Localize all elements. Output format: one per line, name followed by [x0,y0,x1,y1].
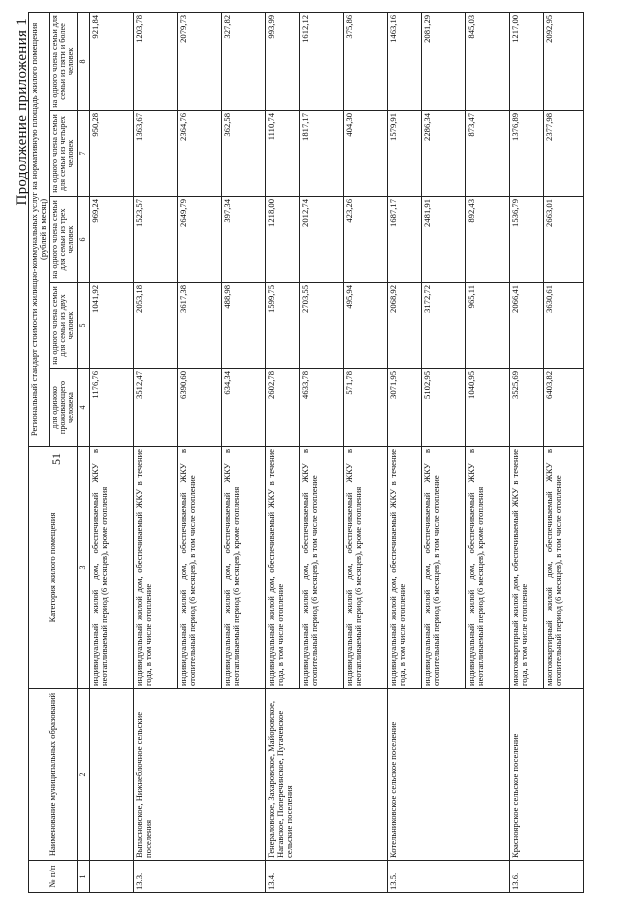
value-cell: 969,24 [89,197,133,283]
header-family-3: на одного члена семьи для семьи из трех человек [50,197,78,283]
value-cell: 3525,69 [509,369,543,447]
value-cell: 1687,17 [387,197,421,283]
value-cell: 1218,00 [265,197,299,283]
column-number: 3 [77,447,89,689]
value-cell: 1041,92 [89,283,133,369]
row-number [89,861,133,893]
value-cell: 1040,95 [465,369,509,447]
category-cell: многоквартирный жилой дом, обеспечиваемый ЖКУ в течение года, в том числе отопление [509,447,543,689]
value-cell: 2364,76 [177,111,221,197]
value-cell: 2602,78 [265,369,299,447]
table-row [265,12,299,892]
municipality-cell [89,689,133,861]
value-cell: 495,94 [343,283,387,369]
row-number: 13.6. [509,861,583,893]
value-cell: 1599,75 [265,283,299,369]
value-cell: 1363,67 [133,111,177,197]
value-cell: 2481,91 [421,197,465,283]
value-cell: 1536,79 [509,197,543,283]
column-number: 2 [77,689,89,861]
value-cell: 3512,47 [133,369,177,447]
header-municipality: Наименование муниципальных образований [29,689,78,861]
value-cell: 1523,57 [133,197,177,283]
value-cell: 6390,60 [177,369,221,447]
column-number: 4 [77,369,89,447]
value-cell: 2377,98 [543,111,583,197]
page-number: 51 [49,453,63,465]
value-cell: 1217,00 [509,12,543,110]
category-cell: индивидуальный жилой дом, обеспечиваемый ЖКУ в течение года, в том числе отопление [133,447,177,689]
category-cell: индивидуальный жилой дом, обеспечиваемый ЖКУ в течение года, в том числе отопление [265,447,299,689]
header-family-2: на одного члена семьи для семьи из двух человек [50,283,78,369]
value-cell: 375,86 [343,12,387,110]
value-cell: 404,30 [343,111,387,197]
value-cell: 845,03 [465,12,509,110]
value-cell: 950,28 [89,111,133,197]
column-number: 8 [77,12,89,110]
value-cell: 3630,61 [543,283,583,369]
value-cell: 1203,78 [133,12,177,110]
category-cell: многоквартирный жилой дом, обеспечиваемый ЖКУ в отопительный период (6 месяцев), в том числе отопление [543,447,583,689]
value-cell: 873,47 [465,111,509,197]
category-cell: индивидуальный жилой дом, обеспечиваемый ЖКУ в течение года, в том числе отопление [387,447,421,689]
value-cell: 634,34 [221,369,265,447]
value-cell: 2286,34 [421,111,465,197]
row-number: 13.4. [265,861,387,893]
value-cell: 362,58 [221,111,265,197]
value-cell: 2068,92 [387,283,421,369]
continuation-label: Продолжение приложения 1 [14,18,30,206]
category-cell: индивидуальный жилой дом, обеспечиваемый ЖКУ в отопительный период (6 месяцев), в том числе отопление [299,447,343,689]
regional-standard-table [28,12,584,893]
value-cell: 2649,79 [177,197,221,283]
table-row [509,12,543,892]
value-cell: 892,43 [465,197,509,283]
category-cell: индивидуальный жилой дом, обеспечиваемый ЖКУ в отопительный период (6 месяцев), в том числе отопление [177,447,221,689]
value-cell: 3071,95 [387,369,421,447]
row-number: 13.3. [133,861,265,893]
value-cell: 1176,76 [89,369,133,447]
column-number: 7 [77,111,89,197]
value-cell: 2012,74 [299,197,343,283]
value-cell: 1612,12 [299,12,343,110]
category-cell: индивидуальный жилой дом, обеспечиваемый ЖКУ в отопительный период (6 месяцев), в том числе отопление [421,447,465,689]
value-cell: 488,98 [221,283,265,369]
value-cell: 993,99 [265,12,299,110]
value-cell: 1579,91 [387,111,421,197]
value-cell: 2053,18 [133,283,177,369]
header-single: для одиноко проживающего человека [50,369,78,447]
value-cell: 6403,82 [543,369,583,447]
municipality-cell: Генераловское, Захаровское, Майоровское, Нагавское, Поперечинское, Пугачевское сельские поселения [265,689,387,861]
category-cell: индивидуальный жилой дом, обеспечиваемый ЖКУ в неотапливаемый период (6 месяцев), кроме отопления [221,447,265,689]
value-cell: 3172,72 [421,283,465,369]
value-cell: 2079,73 [177,12,221,110]
value-cell: 2703,55 [299,283,343,369]
municipality-cell: Котельниковское сельское поселение [387,689,509,861]
value-cell: 921,84 [89,12,133,110]
table-row [89,12,133,892]
value-cell: 1110,74 [265,111,299,197]
header-family-5: на одного члена семьи для семьи из пяти и более человек [50,12,78,110]
value-cell: 327,82 [221,12,265,110]
header-no: № п/п [29,861,78,893]
table-row [133,12,177,892]
category-cell: индивидуальный жилой дом, обеспечиваемый ЖКУ в неотапливаемый период (6 месяцев), кроме отопления [89,447,133,689]
header-regional-standard: Региональный стандарт стоимости жилищно-коммунальных услуг на нормативную площадь жилого помещения (рублей в месяц) [29,12,50,446]
table-row [387,12,421,892]
value-cell: 2066,41 [509,283,543,369]
value-cell: 423,26 [343,197,387,283]
value-cell: 1817,17 [299,111,343,197]
value-cell: 1376,89 [509,111,543,197]
value-cell: 2663,01 [543,197,583,283]
municipality-cell: Выпасновское, Нижнеблочное сельские поселения [133,689,265,861]
value-cell: 2081,29 [421,12,465,110]
value-cell: 571,78 [343,369,387,447]
value-cell: 4633,78 [299,369,343,447]
category-cell: индивидуальный жилой дом, обеспечиваемый ЖКУ в неотапливаемый период (6 месяцев), кроме отопления [465,447,509,689]
value-cell: 965,11 [465,283,509,369]
municipality-cell: Красноярское сельское поселение [509,689,583,861]
column-number: 6 [77,197,89,283]
column-number: 1 [77,861,89,893]
row-number: 13.5. [387,861,509,893]
column-number: 5 [77,283,89,369]
category-cell: индивидуальный жилой дом, обеспечиваемый ЖКУ в неотапливаемый период (6 месяцев), кроме отопления [343,447,387,689]
header-category: Категория жилого помещения [29,447,78,689]
header-family-4: на одного члена семьи для семьи из четырех человек [50,111,78,197]
value-cell: 397,34 [221,197,265,283]
value-cell: 1463,16 [387,12,421,110]
value-cell: 2092,95 [543,12,583,110]
value-cell: 5102,95 [421,369,465,447]
value-cell: 3617,38 [177,283,221,369]
